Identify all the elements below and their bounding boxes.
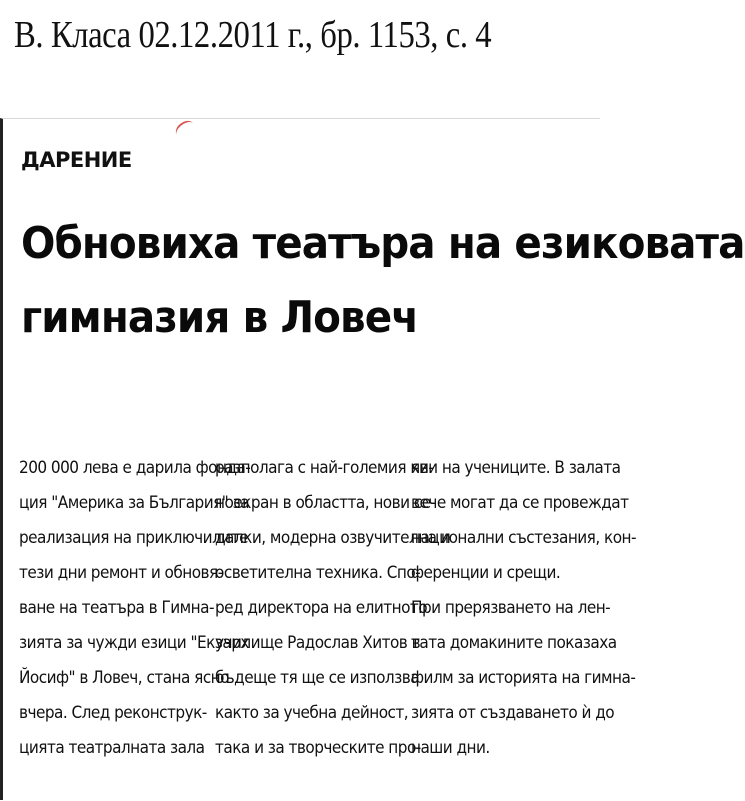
text-line: При прерязването на лен- — [411, 598, 611, 618]
text-line: вчера. След реконструк- — [19, 703, 207, 723]
article-body — [19, 451, 636, 801]
text-line: национални състезания, кон- — [411, 528, 636, 548]
text-line: разполага с най-големия ки- — [215, 458, 434, 478]
text-line: както за учебна дейност, — [215, 703, 409, 723]
text-line: ване на театъра в Гимна- — [19, 598, 214, 618]
text-line: тата домакините показаха — [411, 633, 617, 653]
text-line: 200 000 лева е дарила фонда- — [19, 458, 251, 478]
text-line: яви на учениците. В залата — [411, 458, 621, 478]
article-column-3 — [411, 451, 636, 766]
text-line: наши дни. — [411, 738, 490, 758]
text-line: вече могат да се провеждат — [411, 493, 629, 513]
text-line: реализация на приключилите — [19, 528, 248, 548]
text-line: ноекран в областта, нови се- — [215, 493, 436, 513]
text-line: така и за творческите про- — [215, 738, 421, 758]
text-line: зията за чужди езици "Екзарх — [19, 633, 249, 653]
text-line: тези дни ремонт и обновя- — [19, 563, 223, 583]
text-line: филм за историята на гимна- — [411, 668, 636, 688]
text-line: зията от създаването ѝ до — [411, 703, 615, 723]
text-line: далки, модерна озвучителна и — [215, 528, 451, 548]
text-line: осветителна техника. Спо- — [215, 563, 421, 583]
source-citation: В. Класа 02.12.2011 г., бр. 1153, с. 4 — [14, 14, 492, 56]
article-rubric: ДАРЕНИЕ — [21, 148, 132, 172]
newspaper-clipping — [0, 118, 745, 800]
text-line: ференции и срещи. — [411, 563, 561, 583]
article-column-1 — [19, 451, 251, 766]
headline-line: гимназия в Ловеч — [21, 292, 419, 343]
text-line: бъдеще тя ще се използва — [215, 668, 420, 688]
text-line: цията театралната зала — [19, 738, 205, 758]
text-line: ция "Америка за България" за — [19, 493, 250, 513]
text-line: Йосиф" в Ловеч, стана ясно — [19, 668, 229, 688]
pen-mark — [173, 118, 197, 141]
text-line: ред директора на елитното — [215, 598, 428, 618]
text-line: училище Радослав Хитов в — [215, 633, 421, 653]
headline-line: Обновиха театъра на езиковата — [21, 218, 745, 269]
article-headline — [21, 207, 745, 355]
